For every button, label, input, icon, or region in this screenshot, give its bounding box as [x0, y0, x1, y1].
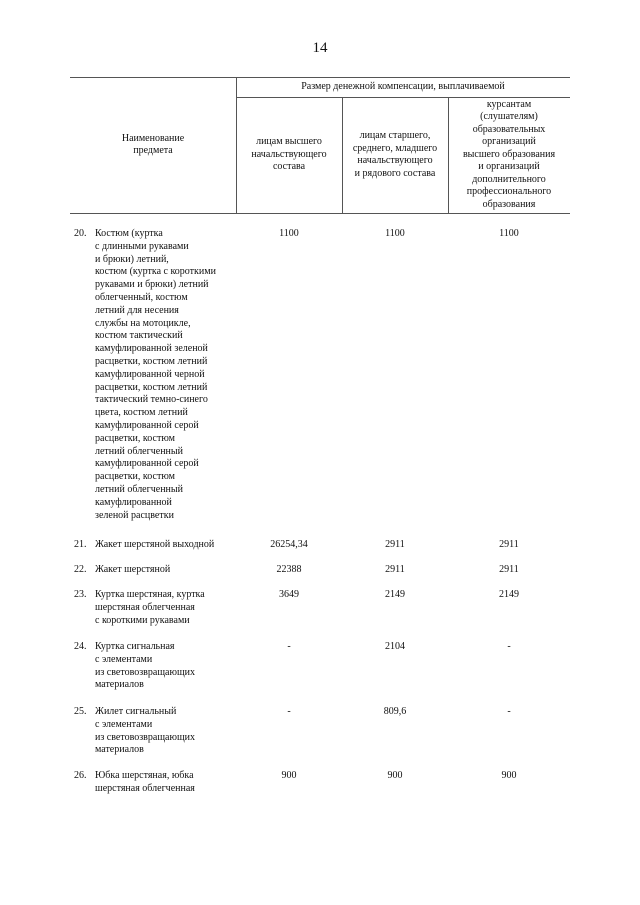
item-name: Куртка шерстяная, куртка шерстяная облегченная с короткими рукавами [95, 589, 205, 626]
value-senior-command: 22388 [276, 564, 302, 575]
value-senior-command: - [287, 641, 291, 652]
table-header-bottom-border [70, 213, 570, 214]
value-rank-and-file: 2911 [385, 564, 405, 575]
row-number: 20. [74, 228, 87, 239]
header-col-rank-and-file: лицам старшего, среднего, младшего начальствующего и рядового состава [352, 130, 438, 179]
item-name: Юбка шерстяная, юбка шерстяная облегченная [95, 770, 195, 794]
value-cadets: 2149 [499, 589, 519, 600]
row-number: 26. [74, 770, 87, 781]
value-rank-and-file: 900 [387, 770, 403, 781]
header-item-name: Наименование предмета [121, 132, 185, 156]
value-cadets: - [507, 641, 511, 652]
value-cadets: 2911 [499, 564, 519, 575]
item-name: Костюм (куртка с длинными рукавами и брюки) летний, костюм (куртка с короткими рукавами и брюки) летний облегченный, костюм летний для несения службы на мотоцикле, костюм тактический камуфлированной зеленой расцветки, костюм летний камуфлированной черной расцветки, костюм летний тактический темно-синего цвета, костюм летний камуфлированной серой расцветки, костюм летний облегченный камуфлированной серой расцветки, костюм летний облегченный камуфлированной зеленой расцветки [95, 228, 216, 521]
item-name: Куртка сигнальная с элементами из световозвращающих материалов [95, 641, 196, 691]
row-number: 22. [74, 564, 87, 575]
header-compensation-group: Размер денежной компенсации, выплачиваемой [301, 81, 505, 93]
value-cadets: 1100 [499, 228, 519, 239]
header-col-cadets: курсантам (слушателям) образовательных организаций высшего образования и организаций дополнительного профессионального образования [462, 98, 556, 210]
row-number: 25. [74, 706, 87, 717]
page-number: 14 [312, 40, 328, 56]
value-cadets: 900 [501, 770, 517, 781]
value-senior-command: - [287, 706, 291, 717]
item-name: Жакет шерстяной выходной [95, 539, 215, 550]
value-senior-command: 900 [281, 770, 297, 781]
value-senior-command: 3649 [279, 589, 299, 600]
value-rank-and-file: 809,6 [383, 706, 407, 717]
item-name: Жакет шерстяной [95, 564, 171, 575]
value-cadets: - [507, 706, 511, 717]
value-senior-command: 1100 [279, 228, 299, 239]
value-senior-command: 26254,34 [270, 539, 308, 550]
header-col-senior-command: лицам высшего начальствующего состава [251, 136, 327, 173]
value-rank-and-file: 2104 [385, 641, 405, 652]
row-number: 24. [74, 641, 87, 652]
value-rank-and-file: 1100 [385, 228, 405, 239]
row-number: 23. [74, 589, 87, 600]
value-rank-and-file: 2149 [385, 589, 405, 600]
value-rank-and-file: 2911 [385, 539, 405, 550]
item-name: Жилет сигнальный с элементами из световозвращающих материалов [95, 706, 196, 756]
value-cadets: 2911 [499, 539, 519, 550]
row-number: 21. [74, 539, 87, 550]
